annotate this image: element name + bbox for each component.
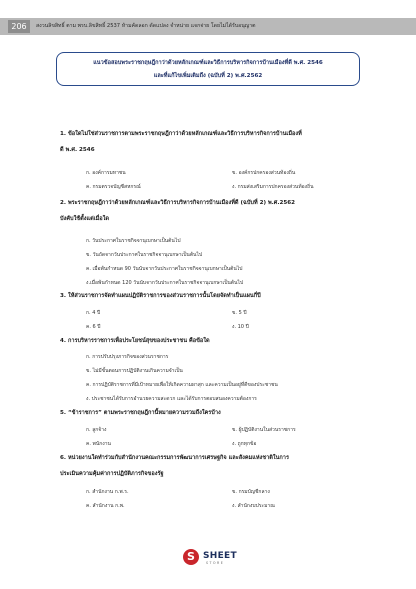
q5-option-a[interactable]: ก. ลูกจ้าง [86, 427, 107, 433]
q3-option-b[interactable]: ข. 5 ปี [232, 310, 247, 316]
question-5: 5. “ข้าราชการ” ตามพระราชกฤษฎีกานี้หมายความรวมถึงใครบ้าง [60, 410, 221, 416]
question-3: 3. ให้ส่วนราชการจัดทำแผนปฏิบัติราชการของส่วนราชการนั้นโดยจัดทำเป็นแผนกี่ปี [60, 293, 261, 299]
question-4: 4. การบริหารราชการเพื่อประโยชน์สุขของประชาชน คือข้อใด [60, 338, 210, 344]
question-1-cont: ดี พ.ศ. 2546 [60, 147, 95, 153]
title-line-2: และที่แก้ไขเพิ่มเติมถึง (ฉบับที่ 2) พ.ศ.2562 [153, 73, 263, 79]
q1-option-c[interactable]: ค. กรมตรวจบัญชีสหกรณ์ [86, 184, 141, 190]
copyright-notice: สงวนลิขสิทธิ์ ตาม พรบ.ลิขสิทธิ์ 2537 ห้ามคัดลอก ดัดแปลง จำหน่าย แจกจ่าย โดยไม่ได้รับอนุญาต [36, 23, 256, 29]
q2-option-d[interactable]: ง.เมื่อพ้นกำหนด 120 วันนับจากวันประกาศในราชกิจจานุเบกษาเป็นต้นไป [86, 280, 244, 286]
logo-mark-icon: S [183, 549, 199, 565]
q2-option-b[interactable]: ข. วันถัดจากวันประกาศในราชกิจจานุเบกษาเป็นต้นไป [86, 252, 203, 258]
q5-option-d[interactable]: ง. ถูกทุกข้อ [232, 441, 257, 447]
q4-option-a[interactable]: ก. การปรับปรุงภารกิจของส่วนราชการ [86, 354, 169, 360]
q3-option-c[interactable]: ค. 6 ปี [86, 324, 101, 330]
q6-option-c[interactable]: ค. สำนักงาน ก.พ. [86, 503, 125, 509]
q4-option-c[interactable]: ค. การปฏิบัติราชการที่มีเป้าหมายเพื่อให้เกิดความผาสุก และความเป็นอยู่ที่ดีของประชาชน [86, 382, 278, 388]
q6-option-a[interactable]: ก. สำนักงาน ก.พ.ร. [86, 489, 129, 495]
q5-option-c[interactable]: ค. พนักงาน [86, 441, 111, 447]
sheet-store-logo [183, 548, 243, 570]
logo-name: SHEET [203, 551, 237, 561]
q4-option-b[interactable]: ข. ไม่มีขั้นตอนการปฏิบัติงานเกินความจำเป็น [86, 368, 183, 374]
page-number: 206 [8, 20, 30, 33]
q1-option-a[interactable]: ก. องค์การมหาชน [86, 170, 126, 176]
q6-option-b[interactable]: ข. กรมบัญชีกลาง [232, 489, 270, 495]
q3-option-d[interactable]: ง. 10 ปี [232, 324, 249, 330]
question-6: 6. หน่วยงานใดทำร่วมกับสำนักงานคณะกรรมการพัฒนาการเศรษฐกิจ และสังคมแห่งชาติในการ [60, 455, 289, 461]
q2-option-a[interactable]: ก. วันประกาศในราชกิจจานุเบกษาเป็นต้นไป [86, 238, 181, 244]
title-box [56, 52, 360, 86]
q1-option-d[interactable]: ง. กรมส่งเสริมการปกครองส่วนท้องถิ่น [232, 184, 314, 190]
question-1: 1. ข้อใดไม่ใช่ส่วนราชการตามพระราชกฤษฎีกาว่าด้วยหลักเกณฑ์และวิธีการบริหารกิจการบ้านเมืองที่ [60, 131, 302, 137]
question-6-cont: ประเมินความคุ้มค่าการปฏิบัติภารกิจของรัฐ [60, 471, 164, 477]
q6-option-d[interactable]: ง. สำนักงบประมาณ [232, 503, 275, 509]
logo-subtitle: STORE [206, 561, 225, 565]
q3-option-a[interactable]: ก. 4 ปี [86, 310, 101, 316]
question-2-cont: บังคับใช้ตั้งแต่เมื่อใด [60, 216, 110, 222]
q4-option-d[interactable]: ง. ประชาชนได้รับการอำนวยความสะดวก และได้รับการตอบสนองความต้องการ [86, 396, 257, 402]
q1-option-b[interactable]: ข. องค์กรปกครองส่วนท้องถิ่น [232, 170, 296, 176]
q2-option-c[interactable]: ค. เมื่อพ้นกำหนด 90 วันนับจากวันประกาศในราชกิจจานุเบกษาเป็นต้นไป [86, 266, 243, 272]
q5-option-b[interactable]: ข. ผู้ปฏิบัติงานในส่วนราชการ [232, 427, 296, 433]
title-line-1: แนวข้อสอบพระราชกฤษฎีกาว่าด้วยหลักเกณฑ์และวิธีการบริหารกิจการบ้านเมืองที่ดี พ.ศ. 2546 [93, 60, 323, 66]
question-2: 2. พระราชกฤษฎีกาว่าด้วยหลักเกณฑ์และวิธีการบริหารกิจการบ้านเมืองที่ดี (ฉบับที่ 2) พ.ศ.2562 [60, 200, 296, 206]
